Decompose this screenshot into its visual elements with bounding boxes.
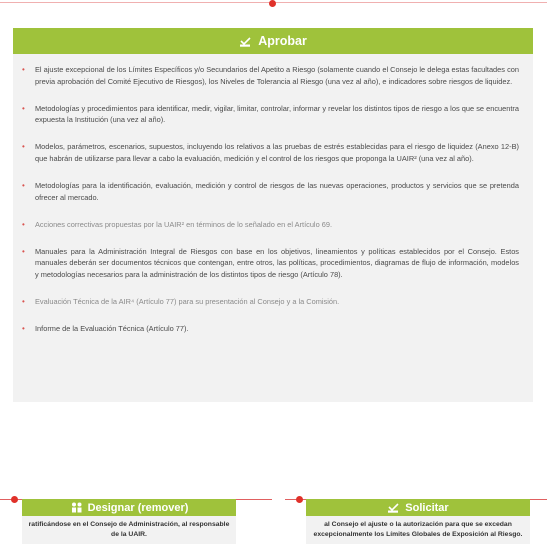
designar-box <box>22 499 236 544</box>
bullet-marker: • <box>22 103 25 113</box>
aprobar-header <box>13 28 533 54</box>
aprobar-panel <box>13 28 533 402</box>
bullet-marker: • <box>22 142 25 152</box>
list-item: • Informe de la Evaluación Técnica (Artículo 77). <box>22 324 189 334</box>
bullet-marker: • <box>22 297 25 307</box>
list-item: • Manuales para la Administración Integral de Riesgos con base en los objetivos, lineamientos y políticas establecidos por el Consejo. Estos manuales deberán ser documentos técnicos que contengan, entre otros, las políticas, procedimientos, diagramas de flujo de información, modelos y metodologías necesarios para la administración de los distintos tipos de riesgo (Artículo 78). <box>22 246 519 280</box>
bullet-marker: • <box>22 65 25 74</box>
list-item: • Metodologías y procedimientos para identificar, medir, vigilar, limitar, controlar, informar y revelar los distintos tipos de riesgo a los que se encuentra expuesta la Institución (una vez al año). <box>22 103 519 125</box>
bullet-marker: • <box>22 219 25 229</box>
list-item: • Evaluación Técnica de la AIR⁴ (Artículo 77) para su presentación al Consejo y a la Comisión. <box>22 297 340 307</box>
list-item: • Metodologías para la identificación, evaluación, medición y control de riesgos de las nuevas operaciones, productos y servicios que se pretenda ofrecer al mercado. <box>22 181 519 202</box>
hand-request-icon <box>387 501 400 514</box>
solicitar-body: al Consejo el ajuste o la autorización para que se excedan excepcionalmente los Límites Globales de Exposición al Riesgo. <box>306 516 530 544</box>
list-item: • El ajuste excepcional de los Límites Específicos y/o Secundarios del Apetito a Riesgo (solamente cuando el Consejo le delega estas facultades con previa aprobación del Comité Ejecutivo de Riesgos), los Niveles de Tolerancia al Riesgo (una vez al año), e indicadores sobre riesgos de liquidez. <box>22 65 519 86</box>
people-swap-icon <box>70 501 83 514</box>
solicitar-title: Solicitar <box>405 501 449 514</box>
designar-body: ratificándose en el Consejo de Administración, al responsable de la UAIR. <box>22 516 236 544</box>
solicitar-header <box>306 499 530 516</box>
bottom-divider-dot-right <box>296 496 303 503</box>
aprobar-list <box>13 54 533 335</box>
bullet-marker: • <box>22 181 25 191</box>
list-item: • Modelos, parámetros, escenarios, supuestos, incluyendo los relativos a las pruebas de estrés establecidas para el riesgo de liquidez (Anexo 12-B) que habrán de utilizarse para llevar a cabo la evaluación, medición y el control de los riesgos que proponga la UAIR² (una vez al año). <box>22 142 519 163</box>
designar-title: Designar (remover) <box>87 501 189 514</box>
top-divider-dot <box>269 0 276 7</box>
bullet-marker: • <box>22 324 25 334</box>
list-item: • Acciones correctivas propuestas por la UAIR² en términos de lo señalado en el Artículo 69. <box>22 219 333 229</box>
bullet-marker: • <box>22 246 25 256</box>
hand-approve-icon <box>239 35 252 48</box>
designar-header <box>22 499 236 516</box>
aprobar-title: Aprobar <box>258 34 307 48</box>
solicitar-box <box>306 499 530 544</box>
bottom-divider-dot-left <box>11 496 18 503</box>
